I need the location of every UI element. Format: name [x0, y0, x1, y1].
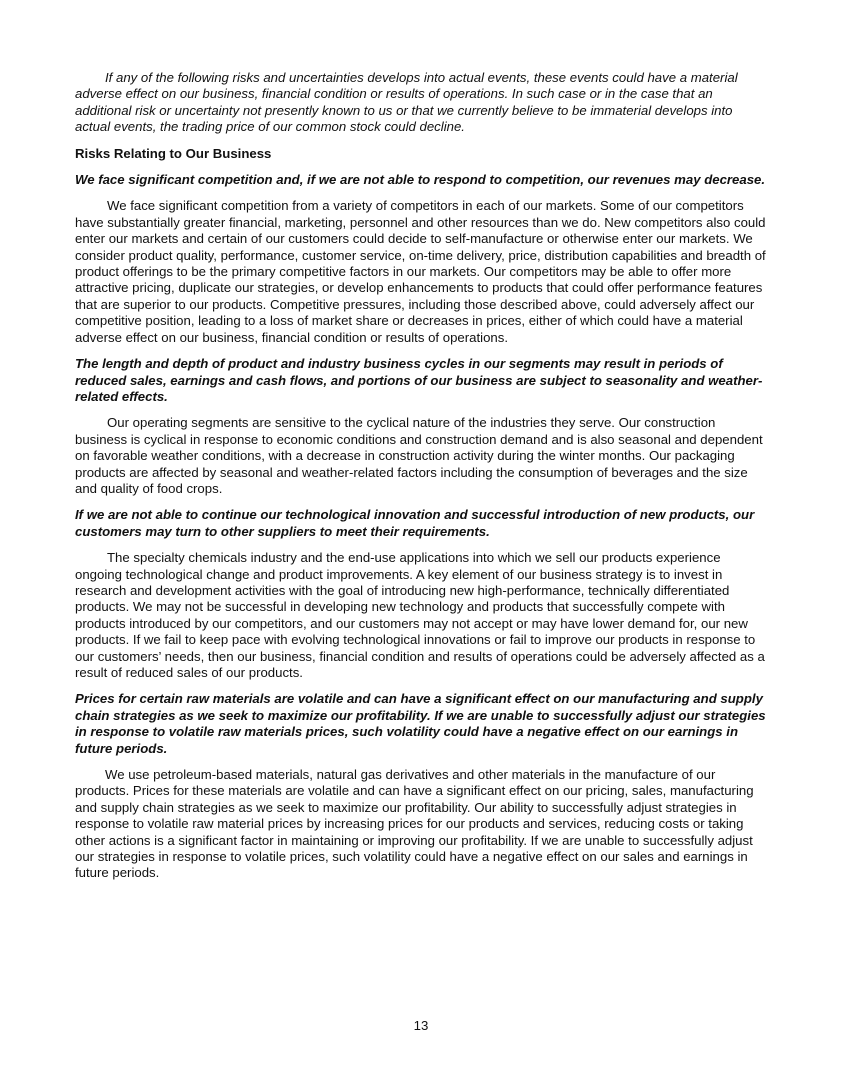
- page-number: 13: [413, 1018, 429, 1033]
- section-heading: Risks Relating to Our Business: [75, 145, 272, 161]
- risk-body-business-cycles: Our operating segments are sensitive to the cyclical nature of the industries they serve. Our construction business is cyclical in response to economic conditions and construction demand and is also seasonal and dependent on favorable weather conditions, with a decrease in construction activity during the winter months. Our packaging products are affected by seasonal and weather-related factors including the consumption of beverages and the size and quality of food crops.: [75, 415, 763, 496]
- risk-body-raw-materials: We use petroleum-based materials, natural gas derivatives and other materials in the manufacture of our products. Prices for these materials are volatile and can have a significant effect on our pricing, sales, manufacturing and supply chain strategies as we seek to maximize our profitability. Our ability to successfully adjust strategies in response to volatile raw material prices by increasing prices for our products and services, reducing costs or taking other actions is a significant factor in maintaining or improving our profitability. If we are unable to successfully adjust our strategies in response to volatile prices, such volatility could have a negative effect on our sales and earnings in future periods.: [75, 767, 754, 881]
- risk-title-raw-materials: Prices for certain raw materials are volatile and can have a significant effect on our manufacturing and supply chain strategies as we seek to maximize our profitability. If we are unable to successfully adjust our strategies in response to volatile raw materials prices, such volatility could have a negative effect on our earnings in future periods.: [75, 691, 766, 756]
- intro-paragraph: If any of the following risks and uncertainties develops into actual events, these events could have a material adverse effect on our business, financial condition or results of operations. In such case or in the case that an additional risk or uncertainty not presently known to us or that we currently believe to be immaterial develops into actual events, the trading price of our common stock could decline.: [75, 70, 738, 135]
- risk-body-competition: We face significant competition from a variety of competitors in each of our markets. Some of our competitors have substantially greater financial, marketing, personnel and other resources than we do. New competitors also could enter our markets and certain of our customers could decide to self-manufacture or otherwise enter our markets. We consider product quality, performance, customer service, on-time delivery, price, distribution capabilities and breadth of product offerings to be the primary competitive factors in our markets. Our competitors may be able to offer more attractive pricing, duplicate our strategies, or develop enhancements to products that could offer performance features that are superior to our products. Competitive pressures, including those described above, could adversely affect our competitive position, leading to a loss of market share or decreases in prices, either of which could have a material adverse effect on our business, financial condition or results of operations.: [75, 198, 766, 345]
- risk-body-innovation: The specialty chemicals industry and the end-use applications into which we sell our products experience ongoing technological change and product improvements. A key element of our business strategy is to invest in research and development activities with the goal of introducing new high-performance, technically differentiated products. We may not be successful in developing new technology and products that successfully compete with products introduced by our competitors, and our customers may not accept or may have lower demand for, our new products. If we fail to keep pace with evolving technological innovations or fail to improve our products in response to our customers’ needs, then our business, financial condition and results of operations could be adversely affected as a result of reduced sales of our products.: [75, 550, 765, 680]
- risk-title-competition: We face significant competition and, if we are not able to respond to competition, our revenues may decrease.: [75, 172, 766, 188]
- risk-title-innovation: If we are not able to continue our technological innovation and successful introduction of new products, our customers may turn to other suppliers to meet their requirements.: [75, 507, 755, 539]
- risk-title-business-cycles: The length and depth of product and industry business cycles in our segments may result in periods of reduced sales, earnings and cash flows, and portions of our business are subject to seasonality and weather-related effects.: [75, 356, 763, 404]
- document-page: [75, 70, 769, 892]
